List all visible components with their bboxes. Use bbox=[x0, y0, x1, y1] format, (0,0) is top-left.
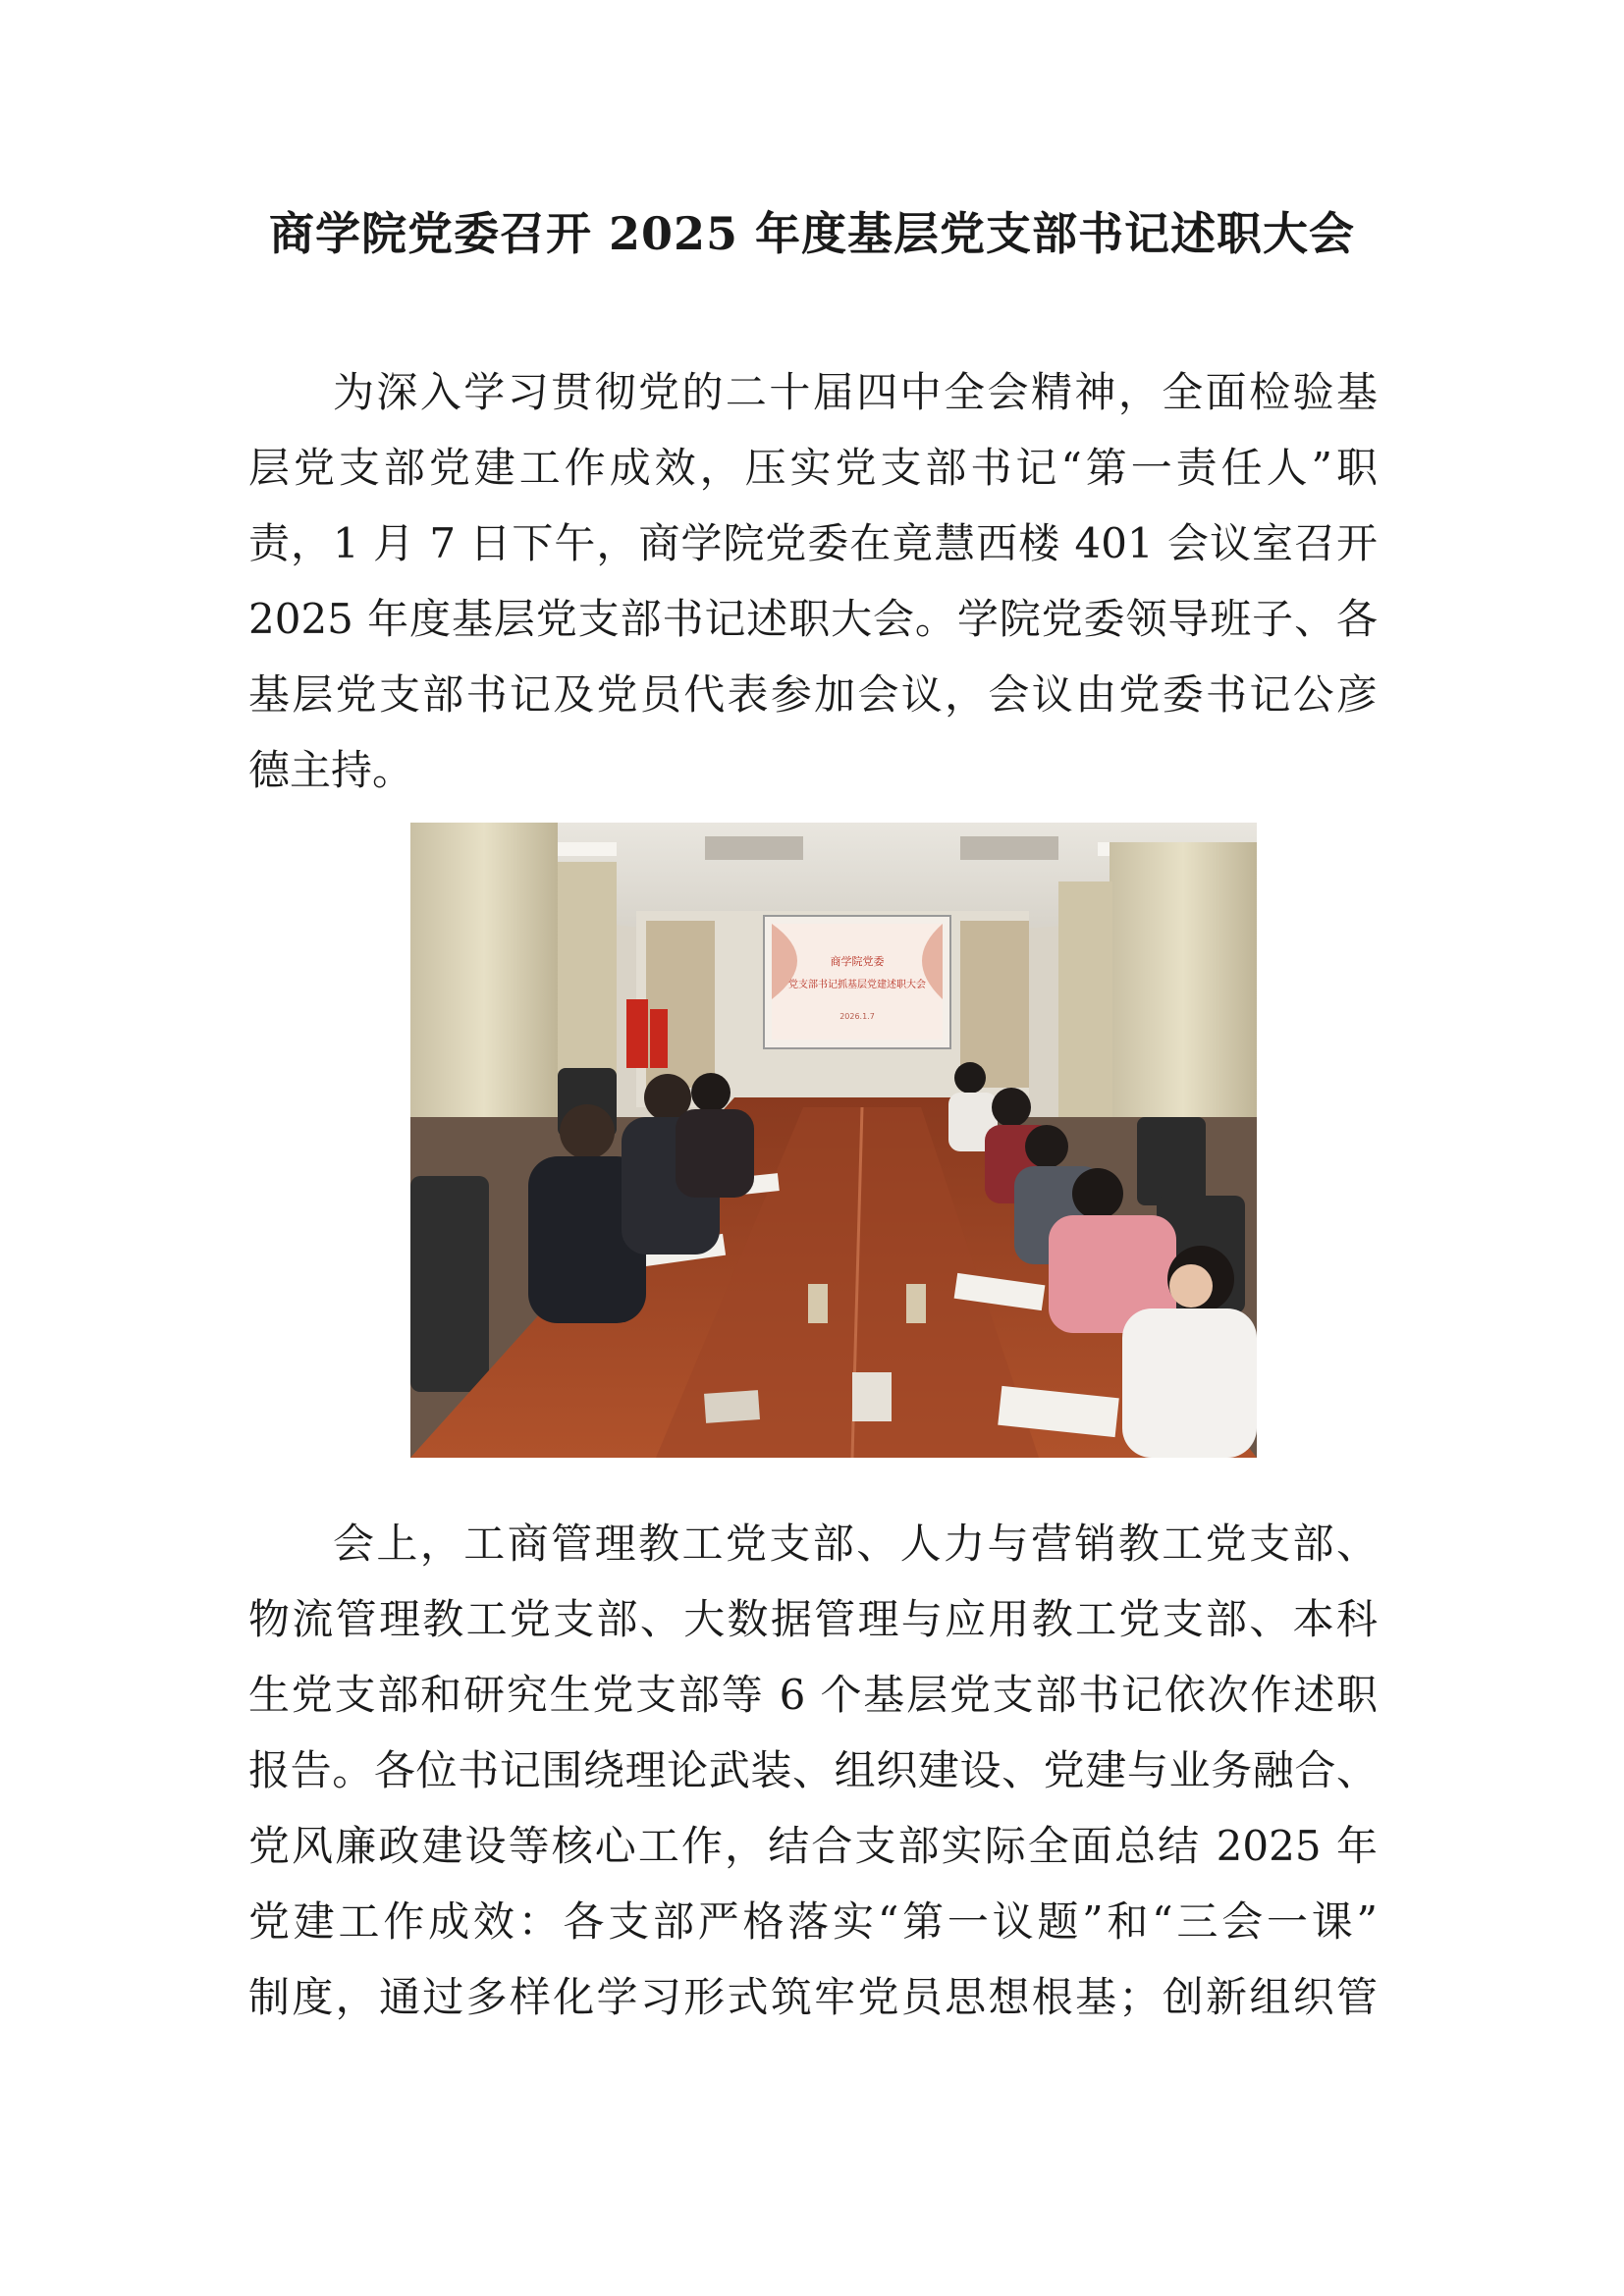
paragraph-1-line-6: 德主持。 bbox=[248, 746, 414, 794]
paragraph-2-line-3: 生党支部和研究生党支部等 6 个基层党支部书记依次作述职 bbox=[248, 1671, 1378, 1719]
paragraph-1-line-4: 2025 年度基层党支部书记述职大会。学院党委领导班子、各 bbox=[248, 595, 1378, 643]
paragraph-1-line-5: 基层党支部书记及党员代表参加会议，会议由党委书记公彦 bbox=[248, 670, 1378, 719]
paragraph-1-line-1: 为深入学习贯彻党的二十届四中全会精神，全面检验基 bbox=[333, 368, 1378, 416]
screen-title-line-2: 党支部书记抓基层党建述职大会 bbox=[788, 980, 926, 990]
paragraph-2-line-5: 党风廉政建设等核心工作，结合支部实际全面总结 2025 年 bbox=[248, 1822, 1378, 1870]
paragraph-2-line-1: 会上，工商管理教工党支部、人力与营销教工党支部、 bbox=[333, 1520, 1378, 1568]
paragraph-2-line-2: 物流管理教工党支部、大数据管理与应用教工党支部、本科 bbox=[248, 1595, 1378, 1643]
paragraph-2-line-6: 党建工作成效：各支部严格落实“第一议题”和“三会一课” bbox=[248, 1897, 1378, 1946]
paragraph-1-line-3: 责，1 月 7 日下午，商学院党委在竟慧西楼 401 会议室召开 bbox=[248, 519, 1378, 567]
page-title: 商学院党委召开 2025 年度基层党支部书记述职大会 bbox=[268, 207, 1356, 260]
paragraph-1-line-2: 层党支部党建工作成效，压实党支部书记“第一责任人”职 bbox=[248, 444, 1378, 492]
paragraph-2-line-7: 制度，通过多样化学习形式筑牢党员思想根基；创新组织管 bbox=[248, 1973, 1378, 2021]
screen-date: 2026.1.7 bbox=[839, 1012, 875, 1021]
paragraph-2-line-4: 报告。各位书记围绕理论武装、组织建设、党建与业务融合、 bbox=[248, 1746, 1378, 1794]
meeting-photo bbox=[410, 823, 1257, 1458]
screen-title-line-1: 商学院党委 bbox=[830, 955, 885, 968]
